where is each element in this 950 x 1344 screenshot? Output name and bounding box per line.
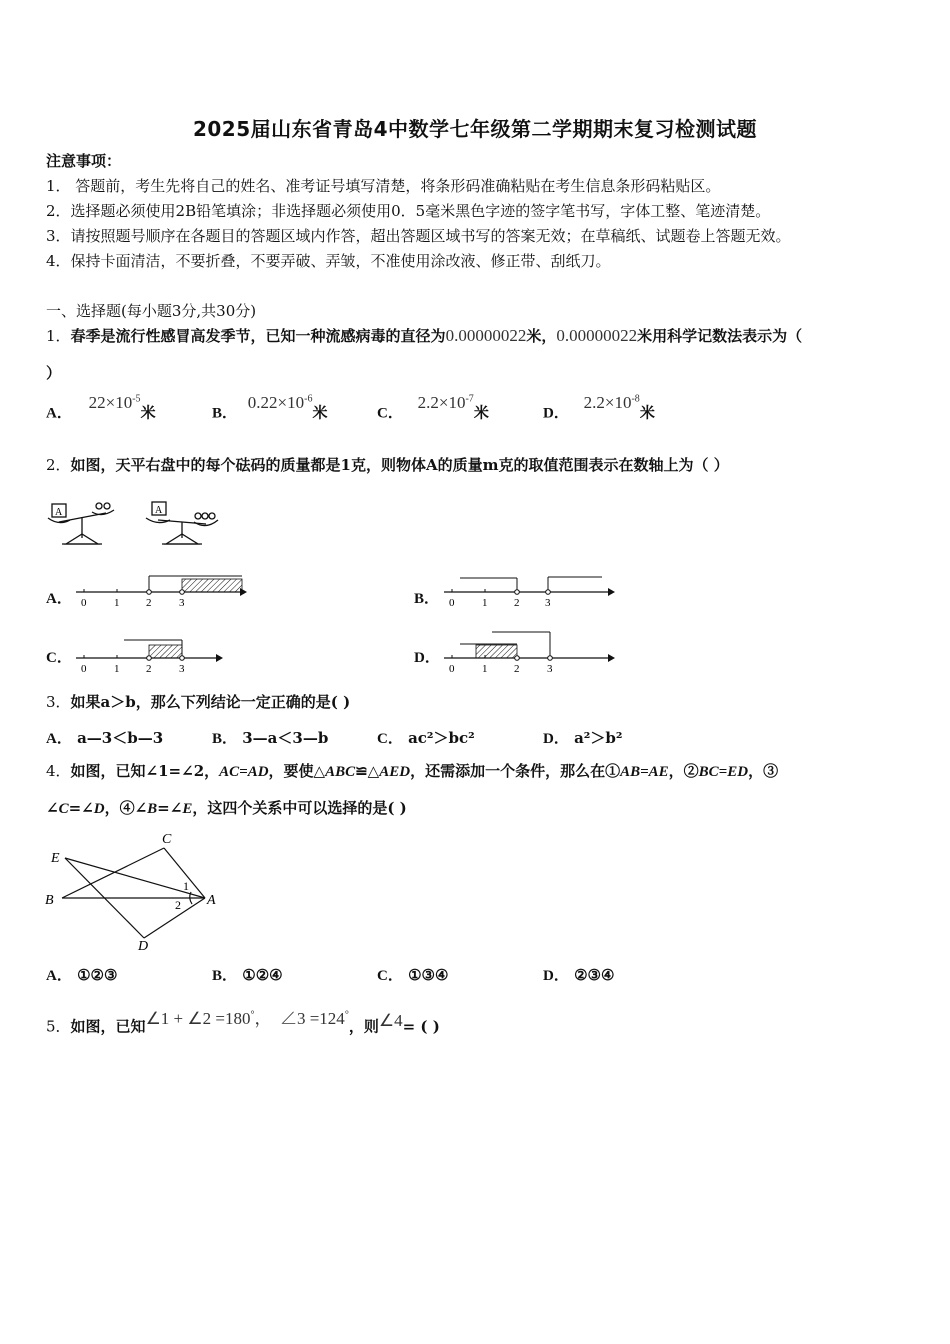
q3-option-c[interactable]: C． ac²＞bc² [377,729,475,747]
notice-item: 2．选择题必须使用2B铅笔填涂；非选择题必须使用0．5毫米黑色字迹的签字笔书写，字体工整、笔迹清楚。 [46,202,771,220]
q4-option-d[interactable]: D． ②③④ [543,966,615,984]
notice-heading: 注意事项： [46,152,122,170]
q2-option-d-numberline[interactable] [440,628,620,674]
question-3: 3．如果a＞b，那么下列结论一定正确的是( ) [46,693,351,711]
question-2: 2．如图，天平右盘中的每个砝码的质量都是1克，则物体A的质量m克的取值范围表示在数轴上为（ ） [46,456,729,474]
q1-option-c[interactable]: C． $2.2\times 10^{-7}$米 [377,392,489,422]
scale-label-a-2: A [155,505,163,516]
q2-option-b-label[interactable]: B． [414,591,440,607]
q1-option-d[interactable]: D． $2.2\times 10^{-8}$米 [543,392,655,422]
q4-option-a[interactable]: A． ①②③ [46,966,118,984]
svg-text:2: 2 [514,663,520,674]
q2-option-b-numberline[interactable] [440,568,620,610]
question-5: 5．如图，已知∠1 + ∠2 =180°， ∠3 =124°，则∠4= ( ) [46,1008,440,1036]
svg-text:2: 2 [146,597,152,609]
svg-text:1: 1 [482,663,488,674]
section-heading: 一、选择题(每小题3分,共30分) [46,302,257,320]
question-1-close: ） [46,364,62,382]
svg-text:3: 3 [179,663,185,674]
q4-option-b[interactable]: B． ①②④ [212,966,283,984]
svg-text:1: 1 [114,663,120,674]
q3-option-a[interactable]: A． a—3＜b—3 [46,729,164,747]
balance-scales-figure [44,496,224,552]
svg-text:3: 3 [179,597,185,609]
notice-item: 3．请按照题号顺序在各题目的答题区域内作答，超出答题区域书写的答案无效；在草稿纸、试题卷上答题无效。 [46,227,791,245]
svg-text:0: 0 [449,663,455,674]
triangle-figure [40,828,230,954]
q3-option-d[interactable]: D． a²＞b² [543,729,623,747]
q3-option-b[interactable]: B． 3—a＜3—b [212,729,329,747]
svg-text:1: 1 [114,597,120,609]
question-number: 1． [46,327,71,345]
svg-text:0: 0 [81,597,87,609]
notice-item: 4．保持卡面清洁，不要折叠，不要弄破、弄皱，不准使用涂改液、修正带、刮纸刀。 [46,252,611,270]
point-a-label: A [207,893,216,908]
q2-option-a-label[interactable]: A． [46,591,72,607]
question-1: 1．春季是流行性感冒高发季节，已知一种流感病毒的直径为0.00000022米，0.00000022米用科学记数法表示为（ [46,326,803,345]
svg-text:2: 2 [514,597,520,609]
question-4-line1: 4．如图，已知∠1=∠2，AC=AD，要使△ABC≌△AED，还需添加一个条件，那么在①AB=AE，②BC=ED，③ [46,762,779,780]
svg-text:0: 0 [449,597,455,609]
question-4-line2: ∠C=∠D，④∠B=∠E，这四个关系中可以选择的是( ) [46,799,407,817]
q1-option-b[interactable]: B． $0.22\times 10^{-6}$米 [212,392,328,422]
svg-text:0: 0 [81,663,87,674]
q1-option-a[interactable]: A． $22\times 10^{-5}$米 [46,392,156,422]
scale-label-a: A [55,507,63,518]
point-b-label: B [45,893,54,908]
angle-2-label: 2 [175,898,181,912]
notice-item: 1． 答题前，考生先将自己的姓名、准考证号填写清楚，将条形码准确粘贴在考生信息条形码粘贴区。 [46,177,721,195]
svg-text:1: 1 [482,597,488,609]
point-d-label: D [138,939,149,954]
q2-option-d-label[interactable]: D． [414,650,440,666]
svg-text:2: 2 [146,663,152,674]
point-e-label: E [51,851,60,866]
q2-option-c-label[interactable]: C． [46,650,72,666]
svg-text:3: 3 [547,663,553,674]
angle-1-label: 1 [183,879,189,893]
svg-text:3: 3 [545,597,551,609]
q2-option-c-numberline[interactable] [72,632,252,674]
point-c-label: C [162,832,172,847]
page-title: 2025届山东省青岛4中数学七年级第二学期期末复习检测试题 [192,117,758,141]
q2-option-a-numberline[interactable] [72,568,252,610]
q4-option-c[interactable]: C． ①③④ [377,966,449,984]
